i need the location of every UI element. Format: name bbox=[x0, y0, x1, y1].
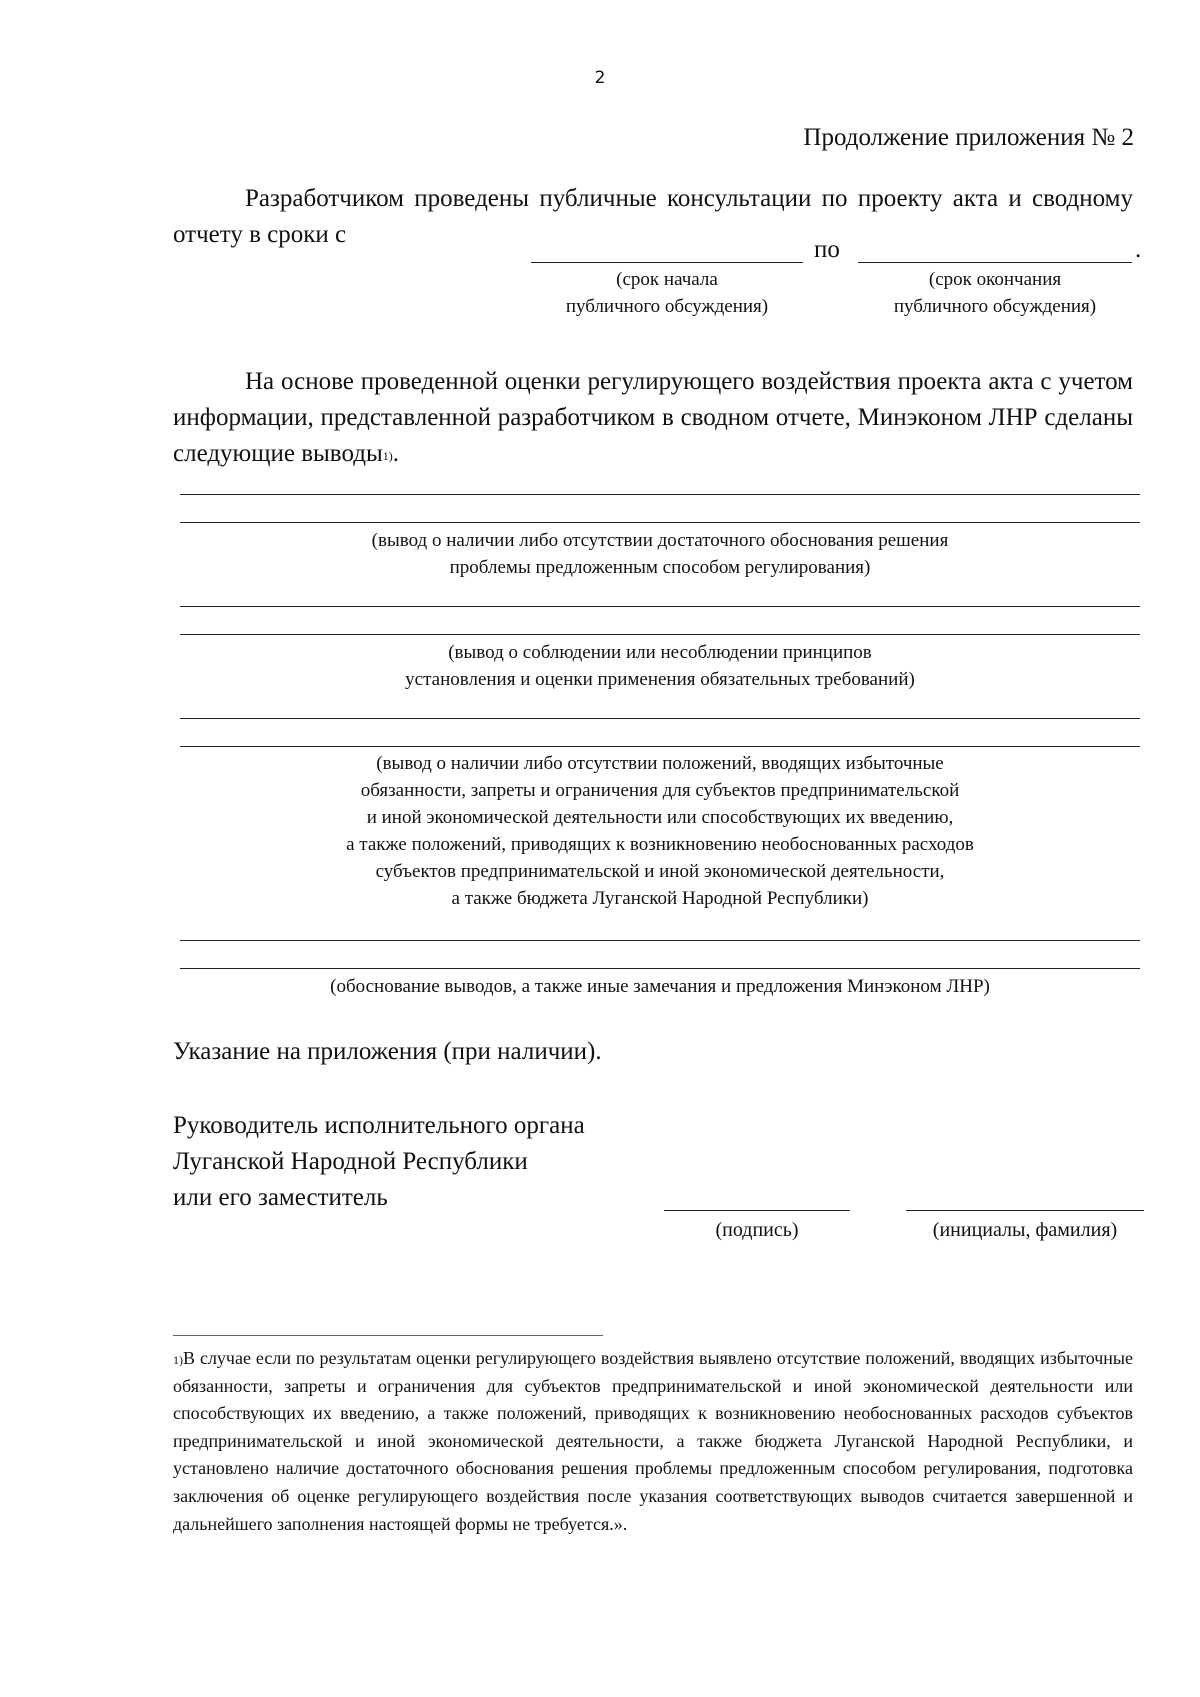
signatory-line3: или его заместитель bbox=[173, 1184, 388, 1211]
attachments-note: Указание на приложения (при наличии). bbox=[173, 1038, 602, 1065]
consultations-text: Разработчиком проведены публичные консультации по проекту акта и сводному отчету в сроки с bbox=[173, 185, 1133, 248]
caption-2-line1: (вывод о соблюдении или несоблюдении принципов bbox=[448, 642, 872, 663]
start-caption-line2: публичного обсуждения) bbox=[565, 296, 769, 317]
page-number: 2 bbox=[594, 68, 606, 88]
caption-3-line3: и иной экономической деятельности или способствующих их введению, bbox=[366, 807, 954, 828]
signature-line[interactable] bbox=[664, 1210, 850, 1211]
conclusion-line-1a[interactable] bbox=[180, 494, 1140, 495]
conclusion-line-3a[interactable] bbox=[180, 718, 1140, 719]
conclusion-line-3b[interactable] bbox=[180, 746, 1140, 747]
caption-1-line2: проблемы предложенным способом регулирования) bbox=[449, 557, 871, 578]
footnote bbox=[173, 1345, 1133, 1538]
conclusion-line-4a[interactable] bbox=[180, 940, 1140, 941]
end-date-caption bbox=[858, 266, 1132, 320]
caption-block-1 bbox=[180, 527, 1140, 581]
caption-3-line4: а также положений, приводящих к возникновению необоснованных расходов bbox=[346, 834, 974, 855]
caption-3-line5: субъектов предпринимательской и иной экономической деятельности, bbox=[375, 861, 945, 882]
footnote-ref: 1) bbox=[382, 449, 393, 463]
footnote-mark: 1) bbox=[173, 1353, 183, 1367]
period-end: . bbox=[1135, 236, 1142, 263]
conclusion-line-2b[interactable] bbox=[180, 634, 1140, 635]
signature-caption: (подпись) bbox=[715, 1219, 799, 1241]
start-caption-line1: (срок начала bbox=[616, 269, 718, 290]
caption-4-line1: (обоснование выводов, а также иные замечания и предложения Минэконом ЛНР) bbox=[330, 976, 990, 997]
name-caption: (инициалы, фамилия) bbox=[932, 1219, 1118, 1241]
conclusion-line-4b[interactable] bbox=[180, 968, 1140, 969]
caption-2-line2: установления и оценки применения обязательных требований) bbox=[405, 669, 915, 690]
footnote-separator bbox=[173, 1335, 603, 1336]
end-date-line[interactable] bbox=[858, 262, 1132, 263]
caption-block-3 bbox=[180, 750, 1140, 912]
start-date-caption bbox=[531, 266, 803, 320]
conclusions-end: . bbox=[392, 440, 399, 467]
conclusion-line-1b[interactable] bbox=[180, 522, 1140, 523]
po-word: по bbox=[814, 236, 840, 263]
caption-3-line2: обязанности, запреты и ограничения для субъектов предпринимательской bbox=[360, 780, 960, 801]
caption-3-line6: а также бюджета Луганской Народной Республики) bbox=[451, 888, 869, 909]
footnote-text: В случае если по результатам оценки регулирующего воздействия выявлено отсутствие положений, вводящих избыточные обязанности, запреты и ограничения для субъектов предпринимательской и иной экономической деятельности или способствующих их введению, а также положений, приводящих к возникновению необоснованных расходов субъектов предпринимательской и иной экономической деятельности, а также бюджета Луганской Народной Республики, и установлено наличие достаточного обоснования решения проблемы предложенным способом регулирования, подготовка заключения об оценке регулирующего воздействия после указания соответствующих выводов считается завершенной и дальнейшего заполнения настоящей формы не требуется.». bbox=[173, 1348, 1133, 1534]
end-caption-line2: публичного обсуждения) bbox=[893, 296, 1097, 317]
caption-3-line1: (вывод о наличии либо отсутствии положений, вводящих избыточные bbox=[376, 753, 944, 774]
conclusions-text: На основе проведенной оценки регулирующего воздействия проекта акта с учетом информации, представленной разработчиком в сводном отчете, Минэконом ЛНР сделаны следующие выводы bbox=[173, 368, 1133, 467]
signatory-block bbox=[173, 1108, 585, 1216]
caption-1-line1: (вывод о наличии либо отсутствии достаточного обоснования решения bbox=[371, 530, 949, 551]
start-date-line[interactable] bbox=[531, 262, 803, 263]
consultations-paragraph bbox=[173, 181, 1133, 253]
conclusion-line-2a[interactable] bbox=[180, 606, 1140, 607]
conclusions-paragraph bbox=[173, 364, 1133, 472]
end-caption-line1: (срок окончания bbox=[928, 269, 1062, 290]
caption-block-4 bbox=[180, 973, 1140, 1000]
signatory-line2: Луганской Народной Республики bbox=[173, 1148, 528, 1175]
name-line[interactable] bbox=[906, 1210, 1144, 1211]
signatory-line1: Руководитель исполнительного органа bbox=[173, 1112, 585, 1139]
continuation-heading: Продолжение приложения № 2 bbox=[803, 124, 1134, 151]
caption-block-2 bbox=[180, 639, 1140, 693]
